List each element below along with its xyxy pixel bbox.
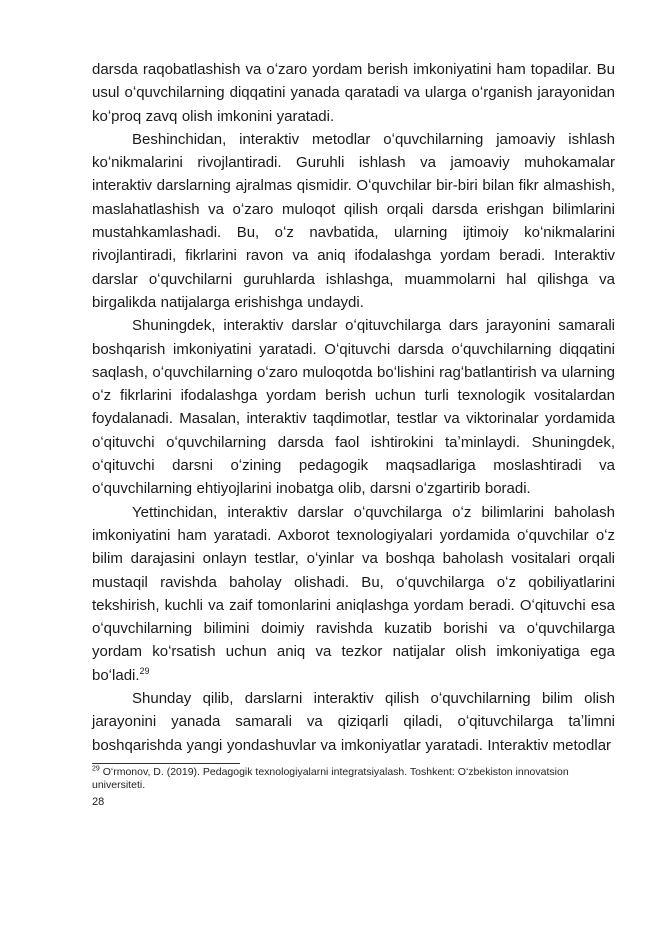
footnote xyxy=(92,766,615,792)
paragraph-5-text: Shunday qilib, darslarni interaktiv qilish oʻquvchilarning bilim olish jarayonini yanada samarali va qiziqarli qiladi, oʻqituvchilarga taʼlimni boshqarishda yangi yondashuvlar va imkoniyatlar yaratadi. Interaktiv metodlar xyxy=(92,690,615,754)
footnote-marker: 29 xyxy=(92,765,100,773)
paragraph-1 xyxy=(92,58,615,128)
paragraph-3-text: Shuningdek, interaktiv darslar oʻqituvchilarga dars jarayonini samarali boshqarish imkoniyatini yaratadi. Oʻqituvchi darsda oʻquvchilarning diqqatini saqlash, oʻquvchilarning oʻzaro muloqotda boʻlishini ragʻbatlantirish va ularning oʻz fikrlarini ifodalashga yordam berish uchun turli texnologik vositalardan foydalanadi. Masalan, interaktiv taqdimotlar, testlar va viktorinalar yordamida oʻqituvchi oʻquvchilarning darsda faol ishtirokini taʼminlaydi. Shuningdek, oʻqituvchi darsni oʻzining pedagogik maqsadlariga moslashtiradi va oʻquvchilarning ehtiyojlarini inobatga olib, darsni oʻzgartirib boradi. xyxy=(92,317,615,498)
footnote-reference[interactable]: 29 xyxy=(139,665,150,676)
footnote-separator xyxy=(92,763,240,764)
page-number: 28 xyxy=(92,796,105,808)
paragraph-5 xyxy=(92,687,615,757)
paragraph-2 xyxy=(92,128,615,314)
body-text xyxy=(92,58,615,757)
footnote-text: Oʻrmonov, D. (2019). Pedagogik texnologiyalarni integratsiyalash. Toshkent: Oʻzbekiston innovatsion universiteti. xyxy=(92,766,569,791)
paragraph-1-text: darsda raqobatlashish va oʻzaro yordam berish imkoniyatini ham topadilar. Bu usul oʻquvchilarning diqqatini yanada qaratadi va ularga oʻrganish jarayonidan koʻproq zavq olish imkonini yaratadi. xyxy=(92,61,615,125)
paragraph-4-text: Yettinchidan, interaktiv darslar oʻquvchilarga oʻz bilimlarini baholash imkoniyatini ham yaratadi. Axborot texnologiyalari yordamida oʻquvchilar oʻz bilim darajasini onlayn testlar, oʻyinlar va boshqa baholash vositalari orqali mustaqil ravishda baholay olishadi. Bu, oʻquvchilarga oʻz qobiliyatlarini tekshirish, kuchli va zaif tomonlarini aniqlashga yordam beradi. Oʻqituvchi esa oʻquvchilarning bilimini doimiy ravishda kuzatib borishi va oʻquvchilarga yordam koʻrsatish uchun aniq va tezkor natijalar olish imkoniyatiga ega boʻladi. xyxy=(92,503,615,684)
paragraph-2-text: Beshinchidan, interaktiv metodlar oʻquvchilarning jamoaviy ishlash koʻnikmalarini rivojlantiradi. Guruhli ishlash va jamoaviy muhokamalar interaktiv darslarning ajralmas qismidir. Oʻquvchilar bir-biri bilan fikr almashish, maslahatlashish va oʻzaro muloqot qilish orqali darsda erishgan bilimlarini mustahkamlashadi. Bu, oʻz navbatida, ularning ijtimoiy koʻnikmalarini rivojlantiradi, fikrlarini ravon va aniq ifodalashga yordam beradi. Interaktiv darslar oʻquvchilarni guruhlarda ishlashga, muammolarni hal qilishga va birgalikda natijalarga erishishga undaydi. xyxy=(92,130,615,311)
paragraph-3 xyxy=(92,314,615,500)
paragraph-4 xyxy=(92,501,615,687)
